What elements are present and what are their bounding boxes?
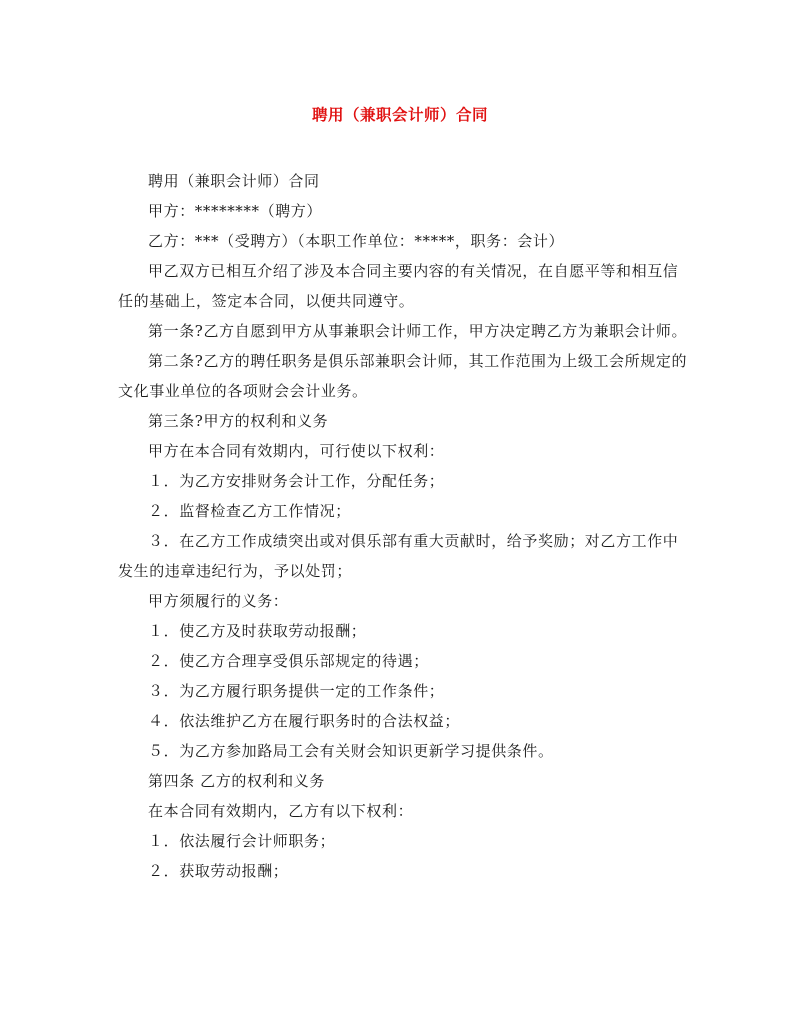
paragraph: ４．依法维护乙方在履行职务时的合法权益； bbox=[148, 712, 461, 730]
paragraph: 聘用（兼职会计师）合同 bbox=[148, 172, 320, 190]
paragraph: 甲方：********（聘方） bbox=[148, 202, 323, 220]
document-title: 聘用（兼职会计师）合同 bbox=[311, 105, 488, 124]
paragraph: 第三条?甲方的权利和义务 bbox=[148, 412, 329, 430]
paragraph: １．依法履行会计师职务； bbox=[148, 832, 336, 850]
paragraph: ２．监督检查乙方工作情况； bbox=[148, 502, 351, 520]
paragraph: 第二条?乙方的聘任职务是俱乐部兼职会计师，其工作范围为上级工会所规定的文化事业单位的各项财会会计业务。 bbox=[118, 352, 688, 400]
paragraph: 在本合同有效期内，乙方有以下权利： bbox=[148, 802, 414, 820]
paragraph: 甲方在本合同有效期内，可行使以下权利： bbox=[148, 442, 445, 460]
document-body bbox=[118, 166, 688, 886]
paragraph: １．为乙方安排财务会计工作，分配任务； bbox=[148, 472, 445, 490]
paragraph: １．使乙方及时获取劳动报酬； bbox=[148, 622, 367, 640]
paragraph: 乙方：***（受聘方）（本职工作单位：*****，职务：会计） bbox=[148, 232, 565, 250]
paragraph: ３．为乙方履行职务提供一定的工作条件； bbox=[148, 682, 445, 700]
paragraph: 第一条?乙方自愿到甲方从事兼职会计师工作，甲方决定聘乙方为兼职会计师。 bbox=[148, 322, 688, 340]
paragraph: ３．在乙方工作成绩突出或对俱乐部有重大贡献时，给予奖励；对乙方工作中发生的违章违纪行为，予以处罚； bbox=[118, 532, 679, 580]
paragraph: ２．使乙方合理享受俱乐部规定的待遇； bbox=[148, 652, 429, 670]
paragraph: ５．为乙方参加路局工会有关财会知识更新学习提供条件。 bbox=[148, 742, 554, 760]
paragraph: 甲方须履行的义务： bbox=[148, 592, 289, 610]
paragraph: 甲乙双方已相互介绍了涉及本合同主要内容的有关情况，在自愿平等和相互信任的基础上，签定本合同，以便共同遵守。 bbox=[118, 262, 679, 310]
paragraph: ２．获取劳动报酬； bbox=[148, 862, 289, 880]
paragraph: 第四条 乙方的权利和义务 bbox=[148, 772, 325, 790]
